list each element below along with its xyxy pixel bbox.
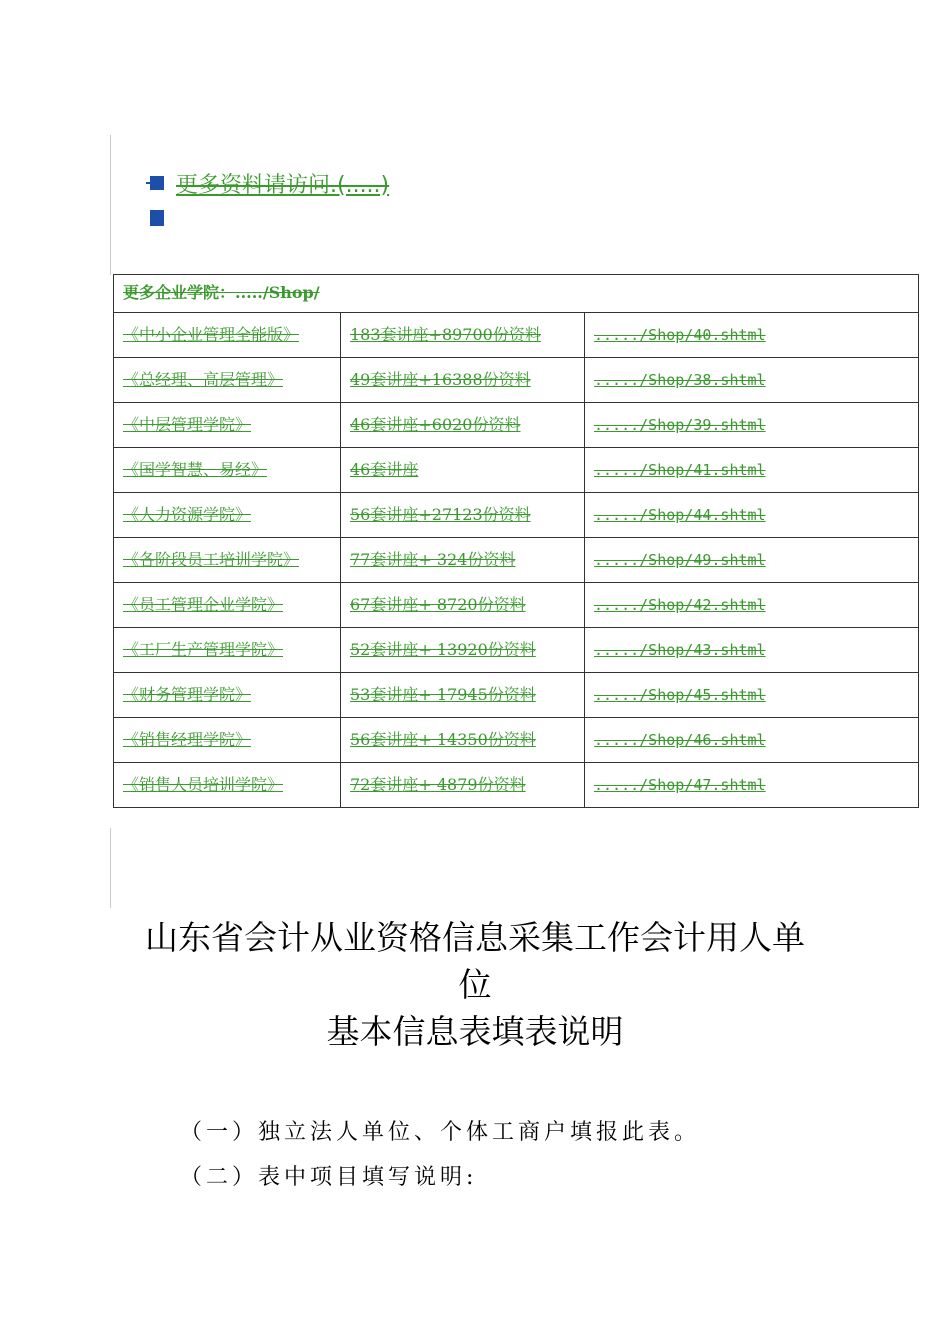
margin-line-bottom [110,828,111,908]
table-row [114,718,919,763]
more-resources-link[interactable]: 更多资料请访问.(.....) [176,172,390,198]
bullet-square-icon [150,176,164,190]
course-desc-cell[interactable]: 183套讲座+89700份资料 [341,313,585,358]
bullet-square-icon [150,210,164,226]
course-desc-cell[interactable]: 56套讲座+ 14350份资料 [341,718,585,763]
course-name-cell[interactable]: 《工厂生产管理学院》 [114,628,341,673]
course-url-cell[interactable]: ...../Shop/42.shtml [585,583,919,628]
bullet-row-1 [150,168,389,198]
course-url-cell[interactable]: ...../Shop/40.shtml [585,313,919,358]
course-desc-cell[interactable]: 49套讲座+16388份资料 [341,358,585,403]
course-table [113,274,919,808]
resource-bullets [150,168,389,228]
course-name-cell[interactable]: 《财务管理学院》 [114,673,341,718]
course-desc-cell[interactable]: 72套讲座+ 4879份资料 [341,763,585,808]
doc-title-line1: 山东省会计从业资格信息采集工作会计用人单 [145,918,805,957]
course-desc-cell[interactable]: 46套讲座 [341,448,585,493]
course-name-cell[interactable]: 《员工管理企业学院》 [114,583,341,628]
doc-title-line3: 基本信息表填表说明 [326,1012,624,1051]
course-url-cell[interactable]: ...../Shop/38.shtml [585,358,919,403]
table-header-row [114,275,919,313]
table-row [114,358,919,403]
course-name-cell[interactable]: 《中层管理学院》 [114,403,341,448]
margin-line-top [110,135,111,275]
course-url-cell[interactable]: ...../Shop/39.shtml [585,403,919,448]
table-row [114,763,919,808]
course-desc-cell[interactable]: 67套讲座+ 8720份资料 [341,583,585,628]
course-url-cell[interactable]: ...../Shop/41.shtml [585,448,919,493]
course-url-cell[interactable]: ...../Shop/45.shtml [585,673,919,718]
table-header-cell[interactable]: 更多企业学院：...../Shop/ [114,275,919,313]
course-url-cell[interactable]: ...../Shop/43.shtml [585,628,919,673]
course-name-cell[interactable]: 《销售经理学院》 [114,718,341,763]
course-desc-cell[interactable]: 77套讲座+ 324份资料 [341,538,585,583]
course-name-cell[interactable]: 《总经理、高层管理》 [114,358,341,403]
course-url-cell[interactable]: ...../Shop/44.shtml [585,493,919,538]
paragraph-2: （二）表中项目填写说明: [180,1165,478,1190]
table-row [114,673,919,718]
course-name-cell[interactable]: 《中小企业管理全能版》 [114,313,341,358]
course-name-cell[interactable]: 《国学智慧、易经》 [114,448,341,493]
course-desc-cell[interactable]: 53套讲座+ 17945份资料 [341,673,585,718]
course-url-cell[interactable]: ...../Shop/47.shtml [585,763,919,808]
bullet-row-2 [150,198,389,228]
course-name-cell[interactable]: 《人力资源学院》 [114,493,341,538]
table-row [114,403,919,448]
course-desc-cell[interactable]: 52套讲座+ 13920份资料 [341,628,585,673]
table-row [114,628,919,673]
course-name-cell[interactable]: 《销售人员培训学院》 [114,763,341,808]
course-name-cell[interactable]: 《各阶段员工培训学院》 [114,538,341,583]
course-desc-cell[interactable]: 56套讲座+27123份资料 [341,493,585,538]
course-url-cell[interactable]: ...../Shop/46.shtml [585,718,919,763]
course-desc-cell[interactable]: 46套讲座+6020份资料 [341,403,585,448]
course-url-cell[interactable]: ...../Shop/49.shtml [585,538,919,583]
table-row [114,493,919,538]
paragraph-1: （一）独立法人单位、个体工商户填报此表。 [180,1120,701,1145]
table-row [114,583,919,628]
table-row [114,448,919,493]
doc-title-line2: 位 [458,965,492,1004]
table-row [114,538,919,583]
table-row [114,313,919,358]
